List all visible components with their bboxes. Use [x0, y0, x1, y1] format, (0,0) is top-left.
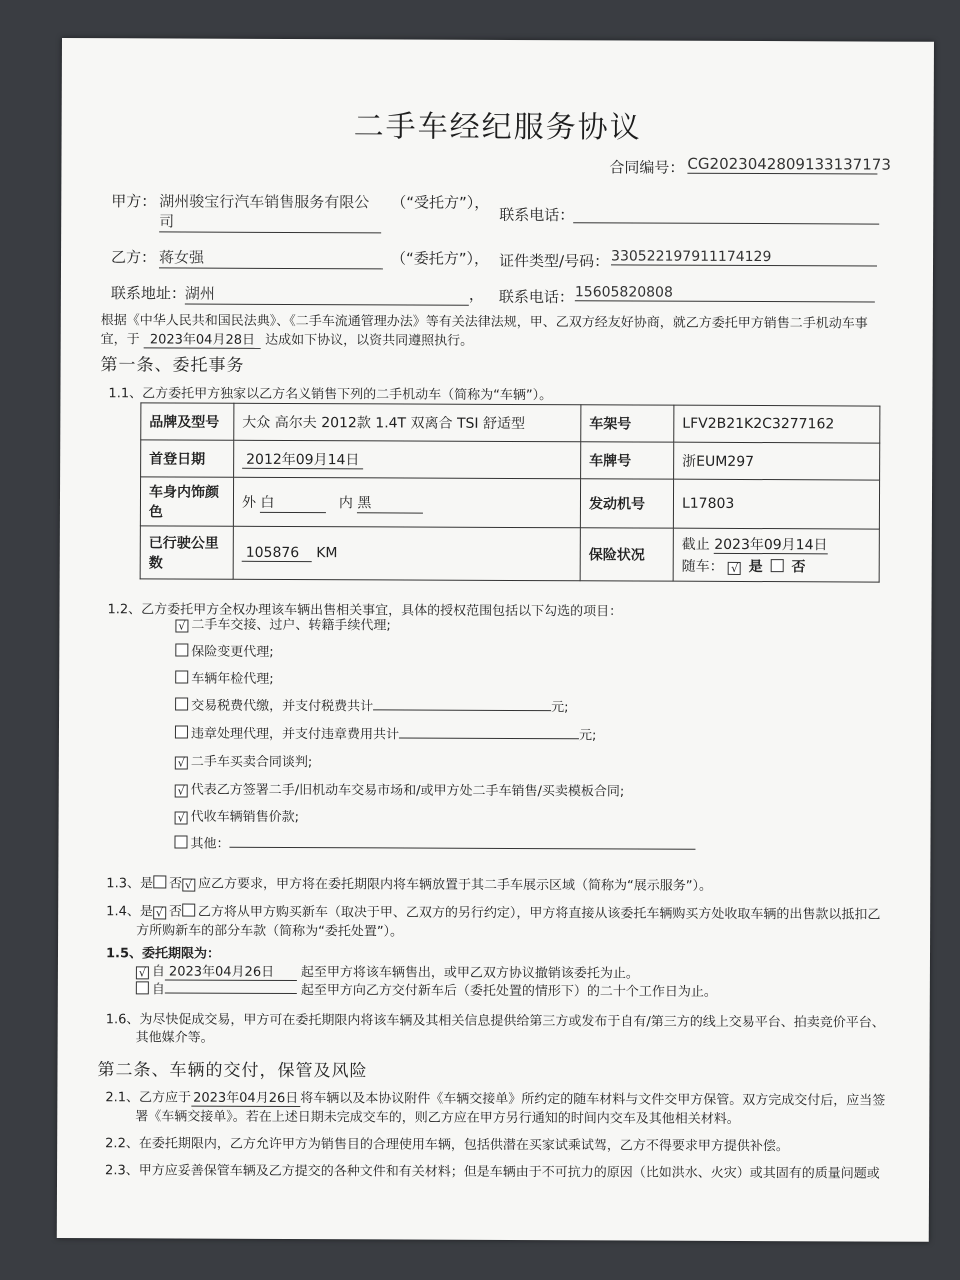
- clause-1-3: [106, 872, 712, 894]
- mileage-label: 已行驶公里数: [140, 526, 233, 579]
- clause-1-2: 1.2、乙方委托甲方全权办理该车辆出售相关事宜，具体的授权范围包括以下勾选的项目：: [107, 602, 623, 620]
- party-b-label: 乙方：: [111, 248, 157, 267]
- plate-label: 车牌号: [581, 442, 674, 479]
- insurance-label: 保险状况: [580, 528, 673, 581]
- auth-item-3-text: 车辆年检代理;: [191, 671, 274, 687]
- insurance-date: 2023年09月14日: [714, 536, 828, 554]
- intro-line2: [101, 328, 474, 349]
- mileage-cell: [233, 526, 580, 581]
- auth-item-2: [175, 641, 273, 660]
- interior-color: 黑: [357, 492, 423, 513]
- party-b-phone-label: 联系电话：: [498, 287, 574, 307]
- contract-no-value: CG2023042809133137173: [687, 154, 891, 174]
- clause-1-5-num: 1.5、: [105, 946, 143, 962]
- term-option-1-text: 起至甲方将该车辆售出，或甲乙双方协议撤销该委托为止。: [300, 965, 639, 982]
- intro-pre: 宜，于: [100, 332, 140, 348]
- no-checkbox[interactable]: [771, 559, 784, 572]
- mileage-unit: KM: [316, 544, 338, 561]
- clause-2-3-text: 甲方应妥善保管车辆及乙方提交的各种文件和有关材料；但是车辆由于不可抗力的原因（比如洪水、火灾）或其固有的质量问题或: [138, 1163, 880, 1182]
- clause-1-6-num: 1.6、: [105, 1012, 140, 1028]
- brand-value: 大众 高尔夫 2012款 1.4T 双离合 TSI 舒适型: [234, 403, 581, 442]
- auth-item-2-text: 保险变更代理;: [191, 644, 274, 660]
- clause-1-4-no-checkbox[interactable]: [182, 904, 195, 917]
- vehicle-table: [140, 402, 881, 582]
- clause-1-6: [106, 1008, 885, 1030]
- term-option-1-checkbox[interactable]: √: [136, 966, 149, 979]
- party-b-role: （“委托方”），: [391, 249, 490, 268]
- clause-2-1-num: 2.1、: [105, 1090, 140, 1106]
- clause-1-6-line1: 为尽快促成交易，甲方可在委托期限内将该车辆及其相关信息提供给第三方或发布于自有/第三方的线上交易平台、拍卖竞价平台、: [139, 1012, 885, 1031]
- yes-checkbox[interactable]: √: [728, 562, 741, 575]
- party-a-phone-label: 联系电话：: [499, 205, 575, 225]
- term-option-2-date-field[interactable]: [165, 978, 297, 994]
- engine-value: L17803: [673, 479, 879, 529]
- table-row: [141, 403, 880, 443]
- yes-label: 是: [748, 559, 763, 576]
- party-a-name-line1: 湖州骏宝行汽车销售服务有限公: [159, 192, 370, 212]
- clause-2-1-date: 2023年04月26日: [191, 1091, 300, 1107]
- auth-item-9-text: 其他：: [190, 836, 230, 852]
- section1-heading: 第一条、委托事务: [100, 355, 245, 376]
- clause-2-3: [105, 1159, 880, 1181]
- auth-item-7-checkbox[interactable]: √: [175, 784, 188, 797]
- clause-1-3-yes-checkbox[interactable]: [153, 875, 166, 888]
- intro-date: 2023年04月28日: [144, 332, 261, 349]
- auth-item-7: [175, 778, 625, 799]
- vin-value: LFV2B21K2C3277162: [674, 405, 880, 443]
- intro-line1: 根据《中华人民共和国民法典》、《二手车流通管理办法》等有关法律法规，甲、乙双方经友好协商，就乙方委托甲方销售二手机动车事: [100, 313, 868, 332]
- section2-heading: 第二条、车辆的交付，保管及风险: [97, 1060, 368, 1082]
- auth-item-6-text: 二手车买卖合同谈判;: [190, 754, 313, 771]
- vin-label: 车架号: [581, 405, 674, 442]
- clause-1-3-no-label: 否: [168, 876, 183, 892]
- auth-item-5-text: 违章处理代理，并支付违章费用共计: [190, 726, 400, 743]
- clause-1-4-line1: 乙方将从甲方购买新车（取决于甲、乙双方的另行约定），甲方将直接从该委托车辆购买方处收取车辆的出售款以抵扣乙: [197, 904, 881, 923]
- clause-2-1-line1: 将车辆以及本协议附件《车辆交接单》所约定的随车材料与文件交甲方保管。双方完成交付后，应当签: [300, 1091, 886, 1109]
- term-option-1-from: 自: [151, 964, 165, 980]
- clause-2-1-pre: 乙方应于: [139, 1090, 192, 1106]
- clause-2-2: [105, 1132, 789, 1154]
- party-a-role: （“受托方”），: [391, 193, 490, 212]
- term-option-2-from: 自: [151, 982, 165, 998]
- page-title: 二手车经纪服务协议: [353, 109, 642, 146]
- clause-1-5-label: 委托期限为：: [142, 946, 221, 962]
- clause-1-3-no-checkbox[interactable]: √: [182, 879, 195, 892]
- id-number: 330522197911174129: [611, 248, 877, 266]
- term-option-2-checkbox[interactable]: [136, 981, 149, 994]
- party-a-name-line2: 司: [159, 210, 381, 233]
- auth-item-5: [175, 722, 596, 743]
- clause-1-4-num: 1.4、: [106, 904, 140, 920]
- reg-date-cell: [234, 440, 581, 479]
- clause-1-3-num: 1.3、: [106, 876, 141, 892]
- no-label: 否: [791, 559, 806, 576]
- auth-item-1-checkbox[interactable]: √: [175, 620, 188, 633]
- reg-date-label: 首登日期: [141, 440, 234, 477]
- auth-item-4: [175, 694, 568, 715]
- clause-1-5: [106, 942, 220, 961]
- auth-item-8: [175, 805, 299, 825]
- address-value: 湖州: [185, 283, 469, 306]
- auth-item-4-suffix: 元;: [551, 700, 569, 716]
- auth-item-3-checkbox[interactable]: [175, 671, 188, 684]
- mileage-value: 105876: [242, 544, 312, 561]
- violation-amount-field[interactable]: [399, 723, 579, 739]
- clause-2-2-num: 2.2、: [105, 1136, 139, 1152]
- auth-item-1: [175, 614, 390, 634]
- table-row: [140, 526, 879, 582]
- clause-1-4-yes-checkbox[interactable]: √: [153, 906, 166, 919]
- color-cell: [233, 477, 580, 528]
- auth-item-8-checkbox[interactable]: √: [175, 811, 188, 824]
- contract-no-label: 合同编号：: [609, 158, 685, 177]
- clause-1-3-yes-label: 是: [139, 876, 154, 892]
- insurance-with: 随车：: [681, 558, 724, 575]
- clause-2-2-text: 在委托期限内，乙方允许甲方为销售目的合理使用车辆，包括供潜在买家试乘试驾，乙方不得要求甲方提供补偿。: [138, 1136, 789, 1155]
- auth-item-5-suffix: 元;: [578, 728, 597, 744]
- term-option-2: [136, 978, 717, 1000]
- party-b-name: 蒋女强: [159, 246, 383, 269]
- color-label: 车身内饰颜色: [140, 477, 233, 526]
- clause-2-3-num: 2.3、: [105, 1163, 139, 1179]
- clause-1-3-text: 应乙方要求，甲方将在委托期限内将车辆放置于其二手车展示区域（简称为“展示服务”）。: [197, 876, 713, 894]
- clause-2-1-line2: 署《车辆交接单》。若在上述日期未完成交车的，则乙方应在甲方另行通知的时间内交车及其他相关材料。: [135, 1109, 740, 1127]
- auth-item-8-text: 代收车辆销售价款;: [190, 809, 300, 826]
- clause-1-4-yes-label: 是: [139, 904, 153, 920]
- auth-item-4-text: 交易税费代缴，并支付税费共计: [191, 698, 374, 715]
- auth-item-9: [174, 832, 695, 853]
- auth-item-4-checkbox[interactable]: [175, 697, 188, 710]
- brand-label: 品牌及型号: [141, 403, 234, 440]
- insurance-prefix: 截止: [681, 536, 710, 553]
- reg-date-value: 2012年09月14日: [242, 452, 363, 470]
- clause-1-1: 1.1、乙方委托甲方独家以乙方名义销售下列的二手机动车（简称为“车辆”）。: [108, 386, 553, 404]
- auth-item-1-text: 二手车交接、过户、转籍手续代理;: [191, 617, 391, 634]
- table-row: [141, 440, 880, 480]
- contract-paper: [57, 38, 934, 1242]
- party-a-phone-field[interactable]: [573, 204, 879, 224]
- auth-item-7-text: 代表乙方签署二手/旧机动车交易市场和/或甲方处二手车销售/买卖模板合同;: [190, 782, 625, 800]
- auth-item-6: [175, 750, 312, 770]
- address-label: 联系地址：: [110, 284, 186, 303]
- table-row: [140, 477, 879, 529]
- interior-prefix: 内: [338, 494, 353, 511]
- insurance-cell: [673, 528, 879, 582]
- party-b-phone: 15605820808: [575, 284, 875, 302]
- auth-item-5-checkbox[interactable]: [175, 725, 188, 738]
- exterior-prefix: 外: [241, 494, 257, 511]
- clause-1-6-line2: 其他媒介等。: [135, 1030, 214, 1046]
- term-option-2-text: 起至甲方向乙方交付新车后（委托处置的情形下）的二十个工作日为止。: [300, 983, 717, 1000]
- clause-1-4-line2: 方所购新车的部分车款（简称为“委托处置”）。: [136, 923, 404, 940]
- party-a-label: 甲方：: [111, 192, 157, 211]
- plate-value: 浙EUM297: [674, 442, 880, 480]
- other-field[interactable]: [229, 833, 695, 850]
- intro-post: 达成如下协议，以资共同遵照执行。: [265, 332, 474, 349]
- exterior-color: 白: [260, 491, 326, 512]
- term-start-date: 2023年04月26日: [165, 960, 297, 981]
- engine-label: 发动机号: [580, 479, 673, 528]
- auth-item-9-checkbox[interactable]: [174, 835, 187, 848]
- clause-1-4-no-label: 否: [168, 904, 182, 920]
- tax-amount-field[interactable]: [373, 695, 551, 711]
- auth-item-6-checkbox[interactable]: √: [175, 756, 188, 769]
- id-type-label: 证件类型/号码：: [498, 251, 610, 271]
- address-comma: ，: [468, 285, 484, 304]
- auth-item-2-checkbox[interactable]: [175, 644, 188, 657]
- auth-item-3: [175, 668, 273, 687]
